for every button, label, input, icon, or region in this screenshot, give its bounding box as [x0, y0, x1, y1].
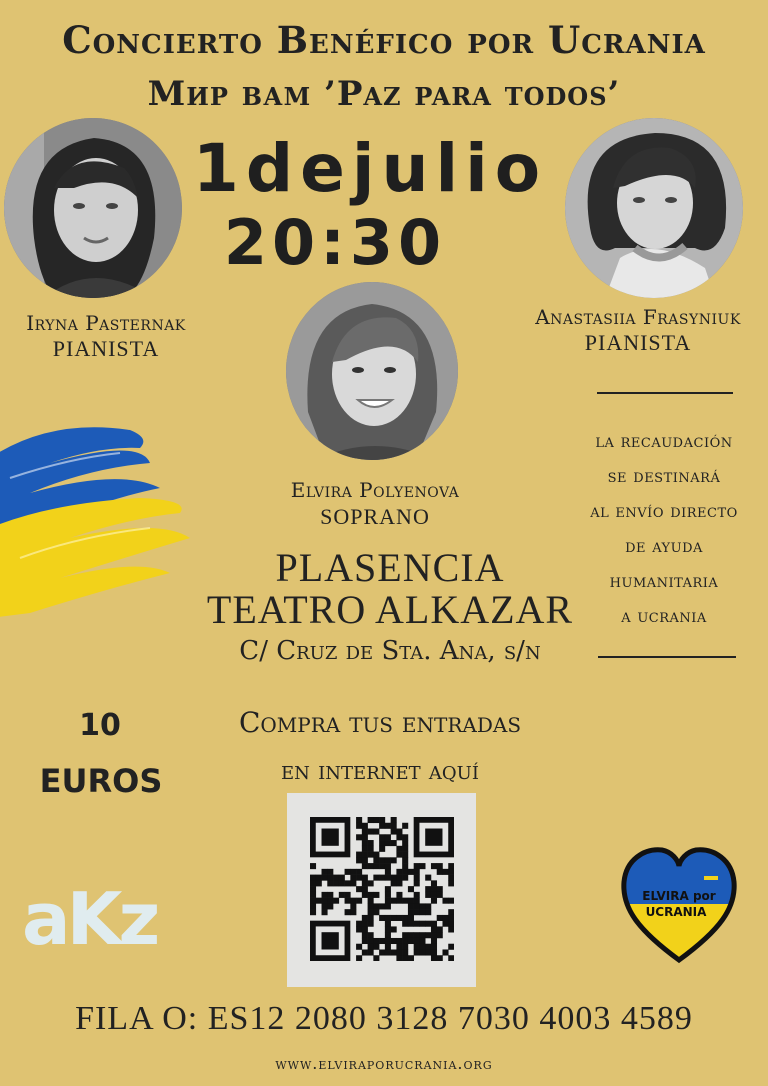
- tickets-cta-line2: en internet aquí: [281, 756, 479, 786]
- venue-name: TEATRO ALKAZAR: [206, 587, 574, 632]
- venue-city: PLASENCIA: [275, 545, 505, 590]
- performer-role-iryna: PIANISTA: [52, 336, 160, 361]
- divider-top: [597, 392, 733, 394]
- performer-photo-iryna: [4, 118, 182, 298]
- price-amount: 10: [79, 708, 121, 743]
- elvira-por-ucrania-heart-logo: [618, 842, 740, 966]
- website-link[interactable]: www.elviraporucrania.org: [275, 1054, 493, 1073]
- akz-logo: [22, 880, 212, 952]
- akz-logo-text: aKz: [22, 880, 157, 952]
- performer-photo-elvira: [286, 282, 458, 460]
- proceeds-line: la recaudación: [595, 431, 733, 452]
- performer-role-anastasiia: PIANISTA: [584, 330, 692, 355]
- proceeds-line: de ayuda: [625, 536, 703, 557]
- event-title: Concierto Benéfico por Ucrania: [62, 18, 706, 62]
- event-date: 1dejulio: [192, 130, 548, 207]
- donation-account: FILA O: ES12 2080 3128 7030 4003 4589: [75, 1000, 693, 1037]
- ticket-qr-code[interactable]: [310, 817, 454, 961]
- performer-name-elvira: Elvira Polyenova: [290, 478, 460, 502]
- divider-bottom: [598, 656, 736, 658]
- heart-logo-line1: ELVIRA por: [642, 889, 716, 903]
- tickets-cta-line1: Compra tus entradas: [238, 706, 522, 739]
- performer-role-elvira: SOPRANO: [320, 504, 430, 529]
- proceeds-line: a ucrania: [621, 606, 707, 627]
- performer-name-iryna: Iryna Pasternak: [26, 311, 186, 335]
- proceeds-line: se destinará: [607, 466, 721, 487]
- heart-logo-line2: UCRANIA: [645, 905, 707, 919]
- event-subtitle: Мир вам ’Paz para todos’: [147, 74, 621, 114]
- performer-photo-anastasiia: [565, 118, 743, 298]
- venue-address: C/ Cruz de Sta. Ana, s/n: [239, 636, 541, 666]
- event-time: 20:30: [223, 206, 447, 279]
- proceeds-line: al envío directo: [590, 501, 738, 522]
- price-currency: EUROS: [39, 762, 163, 800]
- performer-name-anastasiia: Anastasiia Frasyniuk: [535, 305, 741, 329]
- proceeds-notice: [560, 424, 768, 634]
- proceeds-line: humanitaria: [609, 571, 719, 592]
